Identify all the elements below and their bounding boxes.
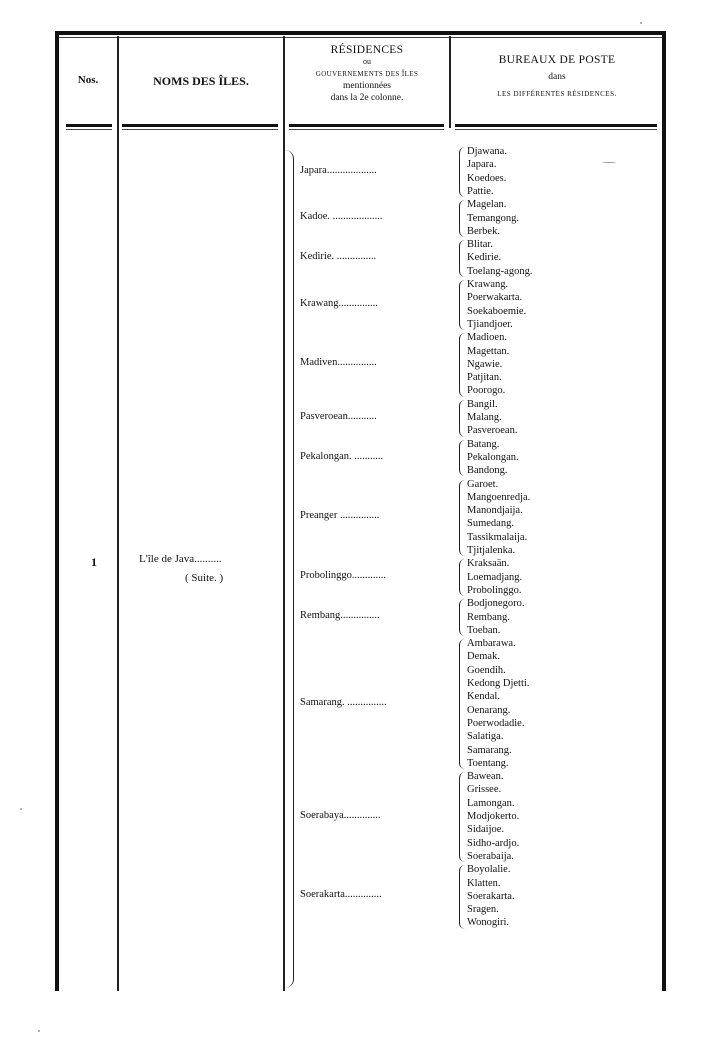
residence-brace [459, 480, 465, 557]
residence-name: Samarang. ............... [300, 696, 387, 708]
column-divider-3 [449, 36, 451, 128]
post-office: Sidaijoe. [467, 824, 505, 836]
post-office: Goendih. [467, 664, 506, 676]
post-office: Mangoenredja. [467, 491, 531, 503]
residence-brace [459, 200, 465, 237]
post-office: Berbek. [467, 225, 500, 237]
header-residences [286, 44, 448, 104]
residence-brace [459, 865, 465, 929]
residence-name: Rembang............... [300, 610, 380, 622]
post-office: Wonogiri. [467, 917, 510, 929]
post-office: Malang. [467, 412, 502, 423]
post-office: Kraksaän. [467, 558, 510, 570]
post-office: Sragen. [467, 904, 499, 916]
post-office: Tjitjalenka. [467, 545, 516, 556]
paper-speck [38, 1030, 40, 1032]
residence-brace [459, 333, 465, 397]
column-divider-1 [117, 36, 119, 991]
post-office: Rembang. [467, 611, 510, 623]
post-office: Manondjaija. [467, 505, 523, 517]
header-rule-thin [66, 129, 112, 130]
residence-brace [459, 772, 465, 862]
island-name-text: L'île de Java.......... [139, 553, 222, 565]
header-rule-thin [122, 129, 278, 130]
post-office: Garoet. [467, 478, 499, 490]
post-office: Ambarawa. [467, 638, 516, 650]
island-name [139, 550, 223, 588]
post-office: Pattie. [467, 185, 494, 197]
post-office: Tassikmalaija. [467, 531, 528, 543]
post-office: Magettan. [467, 345, 510, 357]
table-top-border [56, 31, 666, 35]
post-office: Klatten. [467, 877, 501, 889]
header-residences-line: GOUVERNEMENTS DES ÎLES [315, 70, 419, 78]
post-office: Samarang. [467, 744, 512, 756]
island-suite: ( Suite. ) [185, 572, 224, 584]
post-office: Ngawie. [467, 358, 503, 370]
post-office: Batang. [467, 438, 500, 450]
header-post-offices [452, 52, 662, 103]
header-rule [122, 124, 278, 127]
residence-name: Pekalongan. ........... [300, 450, 384, 462]
post-office: Soekaboemie. [467, 305, 527, 317]
header-number: Nos. [77, 74, 99, 86]
post-office: Toeban. [467, 624, 501, 636]
header-rule-thin [289, 129, 444, 130]
post-office: Bawean. [467, 771, 504, 783]
island-brace [285, 150, 294, 988]
entry-number: 1 [91, 555, 97, 569]
post-office: Djawana. [467, 146, 507, 157]
post-office: Kedong Djetti. [467, 678, 530, 689]
post-office: Kedirie. [467, 252, 502, 264]
post-office: Demak. [467, 651, 500, 663]
header-island-names: NOMS DES ÎLES. [153, 74, 249, 88]
residence-name: Kedirie. ............... [300, 251, 377, 263]
post-office: Soerakarta. [467, 890, 515, 902]
post-office: Bandong. [467, 465, 508, 477]
post-office: Bodjonegoro. [467, 598, 525, 610]
post-office: Modjokerto. [467, 811, 520, 822]
post-office: Pasveroean. [467, 425, 518, 437]
residence-brace [459, 559, 465, 596]
header-rule [455, 124, 657, 127]
post-office: Lamongan. [467, 797, 515, 809]
post-office: Japara. [467, 159, 497, 171]
residence-brace [459, 400, 465, 437]
paper-speck [20, 808, 22, 810]
post-office: Krawang. [467, 279, 509, 290]
residence-brace [459, 147, 465, 197]
residence-name: Soerakarta.............. [300, 889, 382, 901]
post-office: Sumedang. [467, 518, 514, 530]
post-office: Salatiga. [467, 731, 504, 743]
header-rule-thin [455, 129, 657, 130]
header-rule [289, 124, 444, 127]
header-residences-line: RÉSIDENCES [330, 44, 404, 56]
residence-name: Probolinggo............. [300, 570, 387, 582]
residence-brace [459, 639, 465, 769]
post-office: Koedoes. [467, 172, 507, 184]
post-office: Magelan. [467, 199, 507, 211]
header-offices-line: BUREAUX DE POSTE [498, 54, 616, 66]
paper-speck [602, 162, 616, 163]
post-office: Boyolalie. [467, 864, 511, 876]
header-offices-line: dans [548, 72, 566, 82]
header-residences-line: ou [363, 57, 371, 66]
post-office: Toelang-agong. [467, 265, 533, 277]
residence-name: Kadoe. ................... [300, 211, 383, 223]
header-residences-line: mentionnées [342, 81, 391, 91]
post-office: Madioen. [467, 332, 507, 344]
post-office: Sidho-ardjo. [467, 837, 520, 849]
post-office: Patjitan. [467, 372, 502, 384]
post-office: Probolinggo. [467, 584, 522, 596]
table-right-border [662, 31, 666, 991]
header-residences-line: dans la 2e colonne. [330, 93, 404, 103]
header-rule [66, 124, 112, 127]
residence-name: Pasveroean........... [300, 410, 377, 422]
residence-brace [459, 599, 465, 636]
table-left-border [55, 31, 59, 991]
header-offices-line: LES DIFFÉRENTES RÉSIDENCES. [497, 90, 617, 98]
residence-name: Japara................... [300, 164, 377, 176]
residence-brace [459, 280, 465, 330]
residence-brace [459, 440, 465, 477]
post-office: Poerwodadie. [467, 717, 525, 729]
post-office: Kendal. [467, 691, 500, 703]
post-office: Loemadjang. [467, 571, 523, 583]
post-office: Grissee. [467, 784, 502, 796]
post-office: Tjiandjoer. [467, 318, 513, 330]
post-office: Pekalongan. [467, 451, 519, 463]
post-office: Toentang. [467, 757, 509, 769]
post-office: Blitar. [467, 239, 493, 251]
residence-name: Soerabaya.............. [300, 809, 381, 821]
post-office: Oenarang. [467, 704, 511, 716]
post-office: Bangil. [467, 398, 498, 410]
residence-brace [459, 240, 465, 277]
table-top-thin-border [56, 37, 666, 38]
residence-name: Preanger ............... [300, 510, 380, 522]
post-office: Poerwakarta. [467, 292, 523, 304]
residence-name: Madiven............... [300, 357, 377, 369]
post-office: Temangong. [467, 212, 520, 224]
post-office: Poorogo. [467, 385, 506, 397]
post-office: Soerabaija. [467, 850, 514, 862]
residence-name: Krawang............... [300, 297, 378, 309]
paper-speck [640, 22, 642, 24]
